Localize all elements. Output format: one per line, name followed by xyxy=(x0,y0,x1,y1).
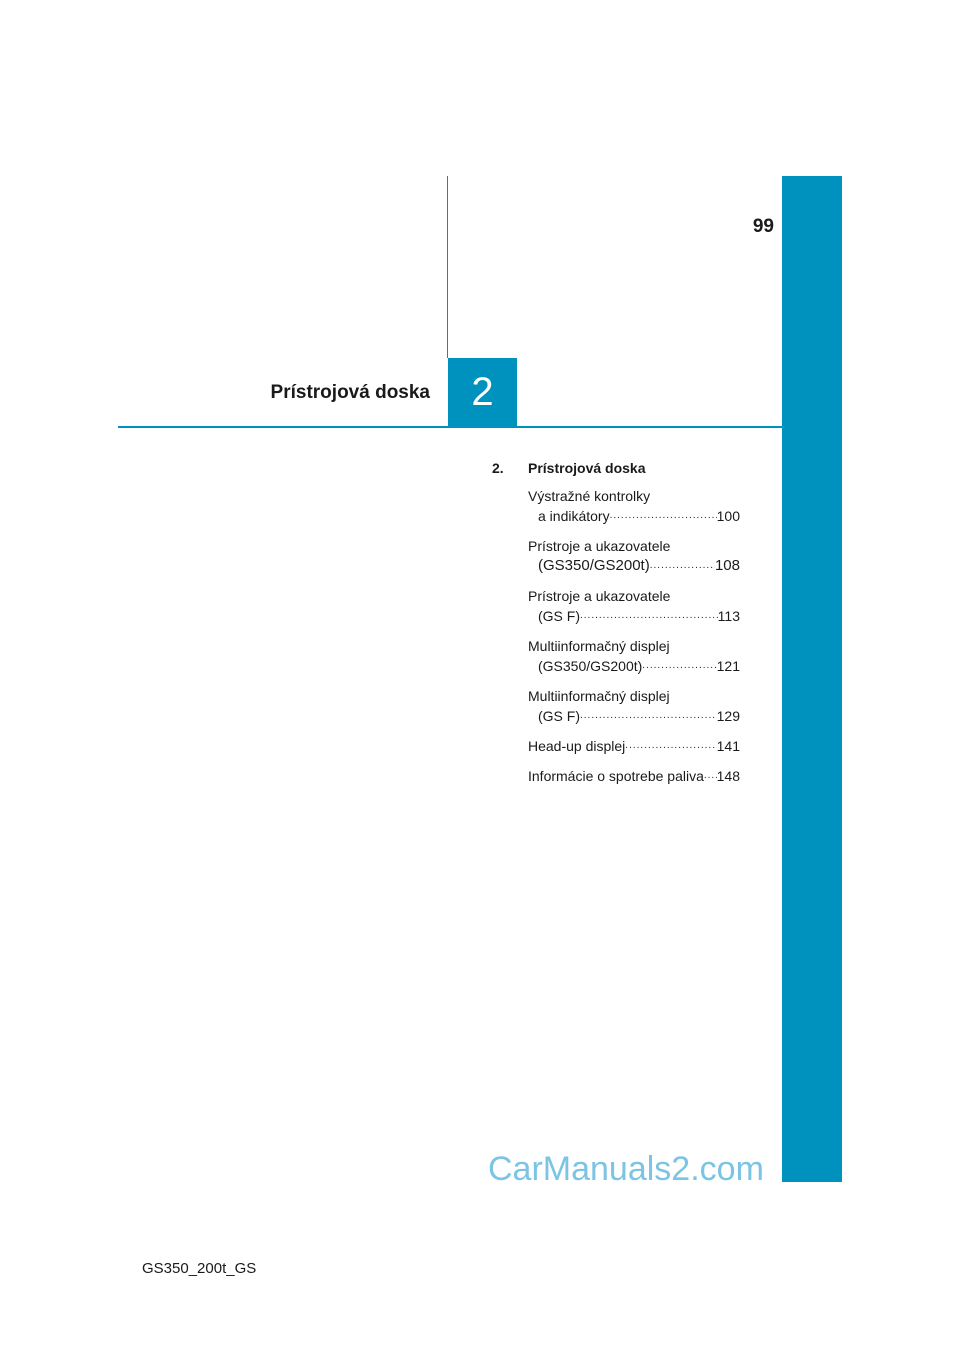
page-number: 99 xyxy=(752,216,774,237)
watermark: CarManuals2.com xyxy=(488,1150,764,1188)
chapter-number: 2 xyxy=(471,370,494,414)
leader-dots xyxy=(650,556,715,576)
leader-dots xyxy=(580,706,717,726)
toc-entry-title: Prístroje a ukazovatele xyxy=(528,538,671,554)
toc-entry-title: Informácie o spotrebe paliva xyxy=(528,768,704,784)
vertical-divider xyxy=(447,176,448,358)
toc-entry-title: Multiinformačný displej xyxy=(528,688,670,704)
toc-entry-subtitle: a indikátory xyxy=(538,508,610,524)
toc-entry-page: 108 xyxy=(714,557,740,574)
toc-entry[interactable] xyxy=(528,636,740,676)
toc-entry[interactable] xyxy=(528,766,740,786)
toc-entry-page: 100 xyxy=(716,508,740,524)
section-title: Prístrojová doska xyxy=(270,382,430,403)
toc-entry-title: Multiinformačný displej xyxy=(528,638,670,654)
toc-entry-title: Head-up displej xyxy=(528,738,626,754)
toc-entry-page: 113 xyxy=(717,608,740,624)
leader-dots xyxy=(580,606,718,626)
toc-entry[interactable] xyxy=(528,536,740,576)
toc-entry-subtitle: (GS F) xyxy=(538,608,580,624)
chapter-number-box xyxy=(448,358,517,427)
toc-entry-page: 141 xyxy=(716,738,740,754)
toc-entry[interactable] xyxy=(528,486,740,526)
leader-dots xyxy=(625,736,716,756)
toc-entry[interactable] xyxy=(528,736,740,756)
toc-entry-subtitle: (GS350/GS200t) xyxy=(538,658,643,674)
toc-entry-title: Výstražné kontrolky xyxy=(528,488,651,504)
toc-entry[interactable] xyxy=(528,686,740,726)
toc-entry-page: 129 xyxy=(716,708,740,724)
toc-entry-page: 121 xyxy=(716,658,740,674)
leader-dots xyxy=(704,766,717,786)
table-of-contents xyxy=(492,460,740,786)
leader-dots xyxy=(610,506,717,526)
toc-entry-page: 148 xyxy=(716,768,740,784)
toc-chapter-number: 2. xyxy=(492,460,504,476)
toc-chapter-title: Prístrojová doska xyxy=(528,460,646,476)
toc-heading xyxy=(492,460,740,476)
chapter-side-tab xyxy=(782,176,842,1182)
leader-dots xyxy=(642,656,716,676)
toc-entry-subtitle: (GS F) xyxy=(538,708,580,724)
toc-entry-subtitle: (GS350/GS200t) xyxy=(538,557,650,574)
footer-model-code: GS350_200t_GS xyxy=(142,1260,257,1277)
toc-entry-title: Prístroje a ukazovatele xyxy=(528,588,671,604)
toc-entry[interactable] xyxy=(528,586,740,626)
